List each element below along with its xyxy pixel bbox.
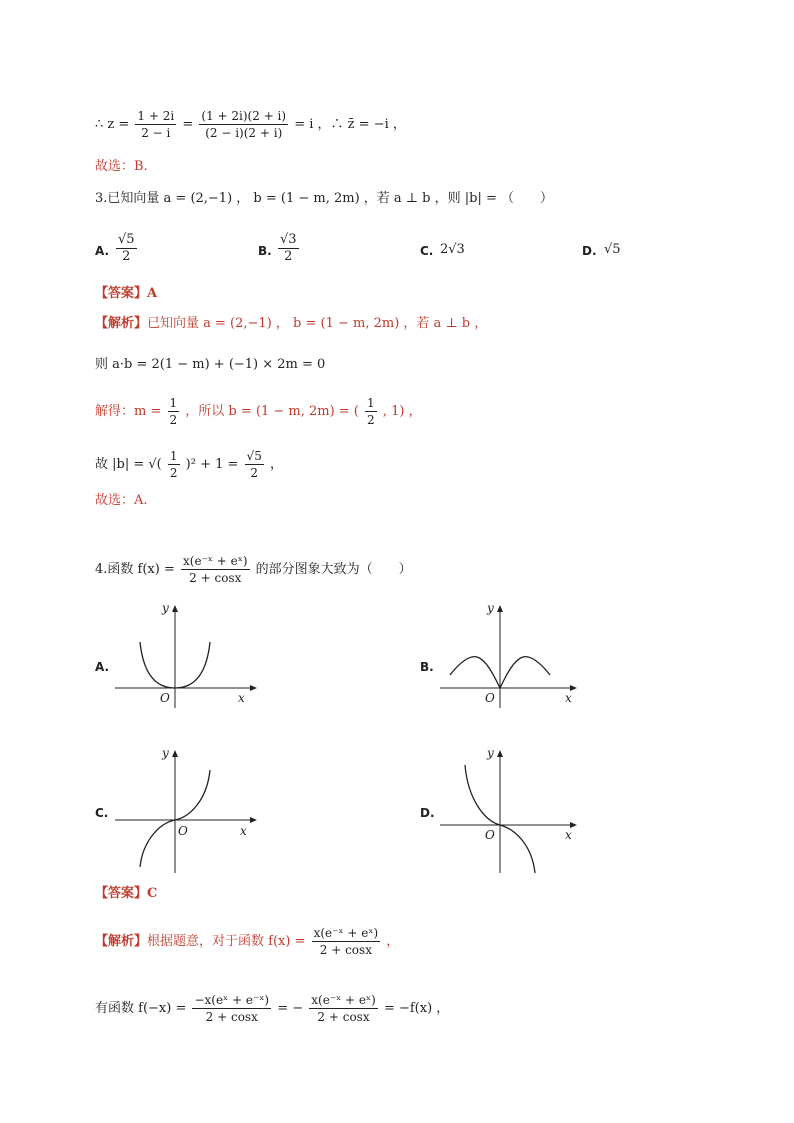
q3-conclusion: 故选：A. <box>95 493 148 508</box>
previous-answer: 故选：B. <box>95 159 148 174</box>
origin-label: O <box>160 691 170 705</box>
y-arrow-icon <box>497 750 503 757</box>
fraction: $\frac{\text{x(e⁻ˣ + eˣ)}}{2 + \cos x}$ <box>313 926 379 957</box>
origin-label: O <box>178 824 188 838</box>
q3-analysis-2: 则 a·b = 2(1 − m) + (−1) × 2m = 0 <box>95 357 326 372</box>
y-arrow-icon <box>172 750 178 757</box>
fraction: $\frac{(1 + 2i)(2 + i)}{(2 - i)(2 + i)}$ <box>201 109 287 140</box>
y-arrow-icon <box>497 605 503 612</box>
fraction: $\frac{1}{2}$ <box>169 449 178 480</box>
fraction: $\frac{1}{2}$ <box>169 396 178 427</box>
graph-c-label: C. <box>95 806 109 820</box>
q3-analysis-4: 故 |b| = √( $\frac{1}{2}$ )² + 1 = $\frac{√5}{2}$ ， <box>95 449 283 480</box>
graph-a <box>110 600 260 710</box>
axis-y-label: y <box>162 601 169 615</box>
origin-label: O <box>485 691 495 705</box>
axis-x-label: x <box>238 691 245 705</box>
q4-analysis-2: 有函数 f(−x) = $\frac{\text{−x(eˣ + e⁻ˣ)}}{2 + \cos x}$ = − $\frac{\text{x(e⁻ˣ + eˣ)}}{2 + \cos x}$ = −f(x) ， <box>95 993 450 1024</box>
graph-d <box>435 745 585 875</box>
option-d-value: √5 <box>604 242 621 257</box>
q3-analysis-1: 【解析】已知向量 a = (2,−1) ， b = (1 − m, 2m) ，若 a ⊥ b ， <box>95 316 488 331</box>
option-a-label: A. <box>95 244 110 258</box>
x-arrow-icon <box>250 817 257 823</box>
q4-answer: 【答案】C <box>95 886 158 901</box>
graph-c <box>110 745 260 875</box>
option-b-value: $\frac{√3}{2}$ <box>280 232 297 264</box>
step1-line: ∴ z = $\frac{1 + 2i}{2 - i}$ = $\frac{(1 + 2i)(2 + i)}{(2 - i)(2 + i)}$ = i ，∴ z̄ = −i ， <box>95 109 406 140</box>
graph-a-label: A. <box>95 660 110 674</box>
graph-b-label: B. <box>420 660 434 674</box>
graph-d-label: D. <box>420 806 435 820</box>
fraction: $\frac{1 + 2i}{2 - i}$ <box>137 109 175 140</box>
q3-analysis-3: 解得：m = $\frac{1}{2}$ ，所以 b = (1 − m, 2m) = ( $\frac{1}{2}$ , 1) ， <box>95 396 422 427</box>
axis-y-label: y <box>487 746 494 760</box>
y-arrow-icon <box>172 605 178 612</box>
option-b-label: B. <box>258 244 272 258</box>
fraction: $\frac{1}{2}$ <box>367 396 375 427</box>
q3-answer: 【答案】A <box>95 286 158 301</box>
q3-stem: 3.已知向量 a = (2,−1) ， b = (1 − m, 2m) ，若 a ⊥ b ，则 |b| = （ ） <box>95 191 553 206</box>
option-c-value: 2√3 <box>440 242 465 257</box>
graph-b <box>435 600 585 710</box>
q4-stem: 4.函数 f(x) = $\frac{\text{x(e⁻ˣ + eˣ)}}{2 + \cos x}$ 的部分图象大致为（ ） <box>95 554 412 585</box>
origin-label: O <box>485 828 495 842</box>
axis-x-label: x <box>565 828 572 842</box>
option-c-label: C. <box>420 244 434 258</box>
option-d-label: D. <box>582 244 597 258</box>
axis-y-label: y <box>487 601 494 615</box>
axis-y-label: y <box>162 746 169 760</box>
step1-prefix: ∴ z = <box>95 117 130 132</box>
x-arrow-icon <box>250 685 257 691</box>
step1-tail: = i ，∴ z̄ = −i ， <box>294 117 406 132</box>
fraction: $\frac{\text{x(e⁻ˣ + eˣ)}}{2 + \cos x}$ <box>183 554 248 585</box>
axis-x-label: x <box>565 691 572 705</box>
q4-analysis-1: 【解析】根据题意，对于函数 f(x) = $\frac{\text{x(e⁻ˣ + eˣ)}}{2 + \cos x}$ ， <box>95 926 400 957</box>
fraction: $\frac{\text{−x(eˣ + e⁻ˣ)}}{2 + \cos x}$ <box>194 993 270 1024</box>
fraction: $\frac{√5}{2}$ <box>246 449 262 480</box>
option-a-value: $\frac{√5}{2}$ <box>118 232 135 264</box>
fraction: $\frac{\text{x(e⁻ˣ + eˣ)}}{2 + \cos x}$ <box>311 993 376 1024</box>
axis-x-label: x <box>240 824 247 838</box>
